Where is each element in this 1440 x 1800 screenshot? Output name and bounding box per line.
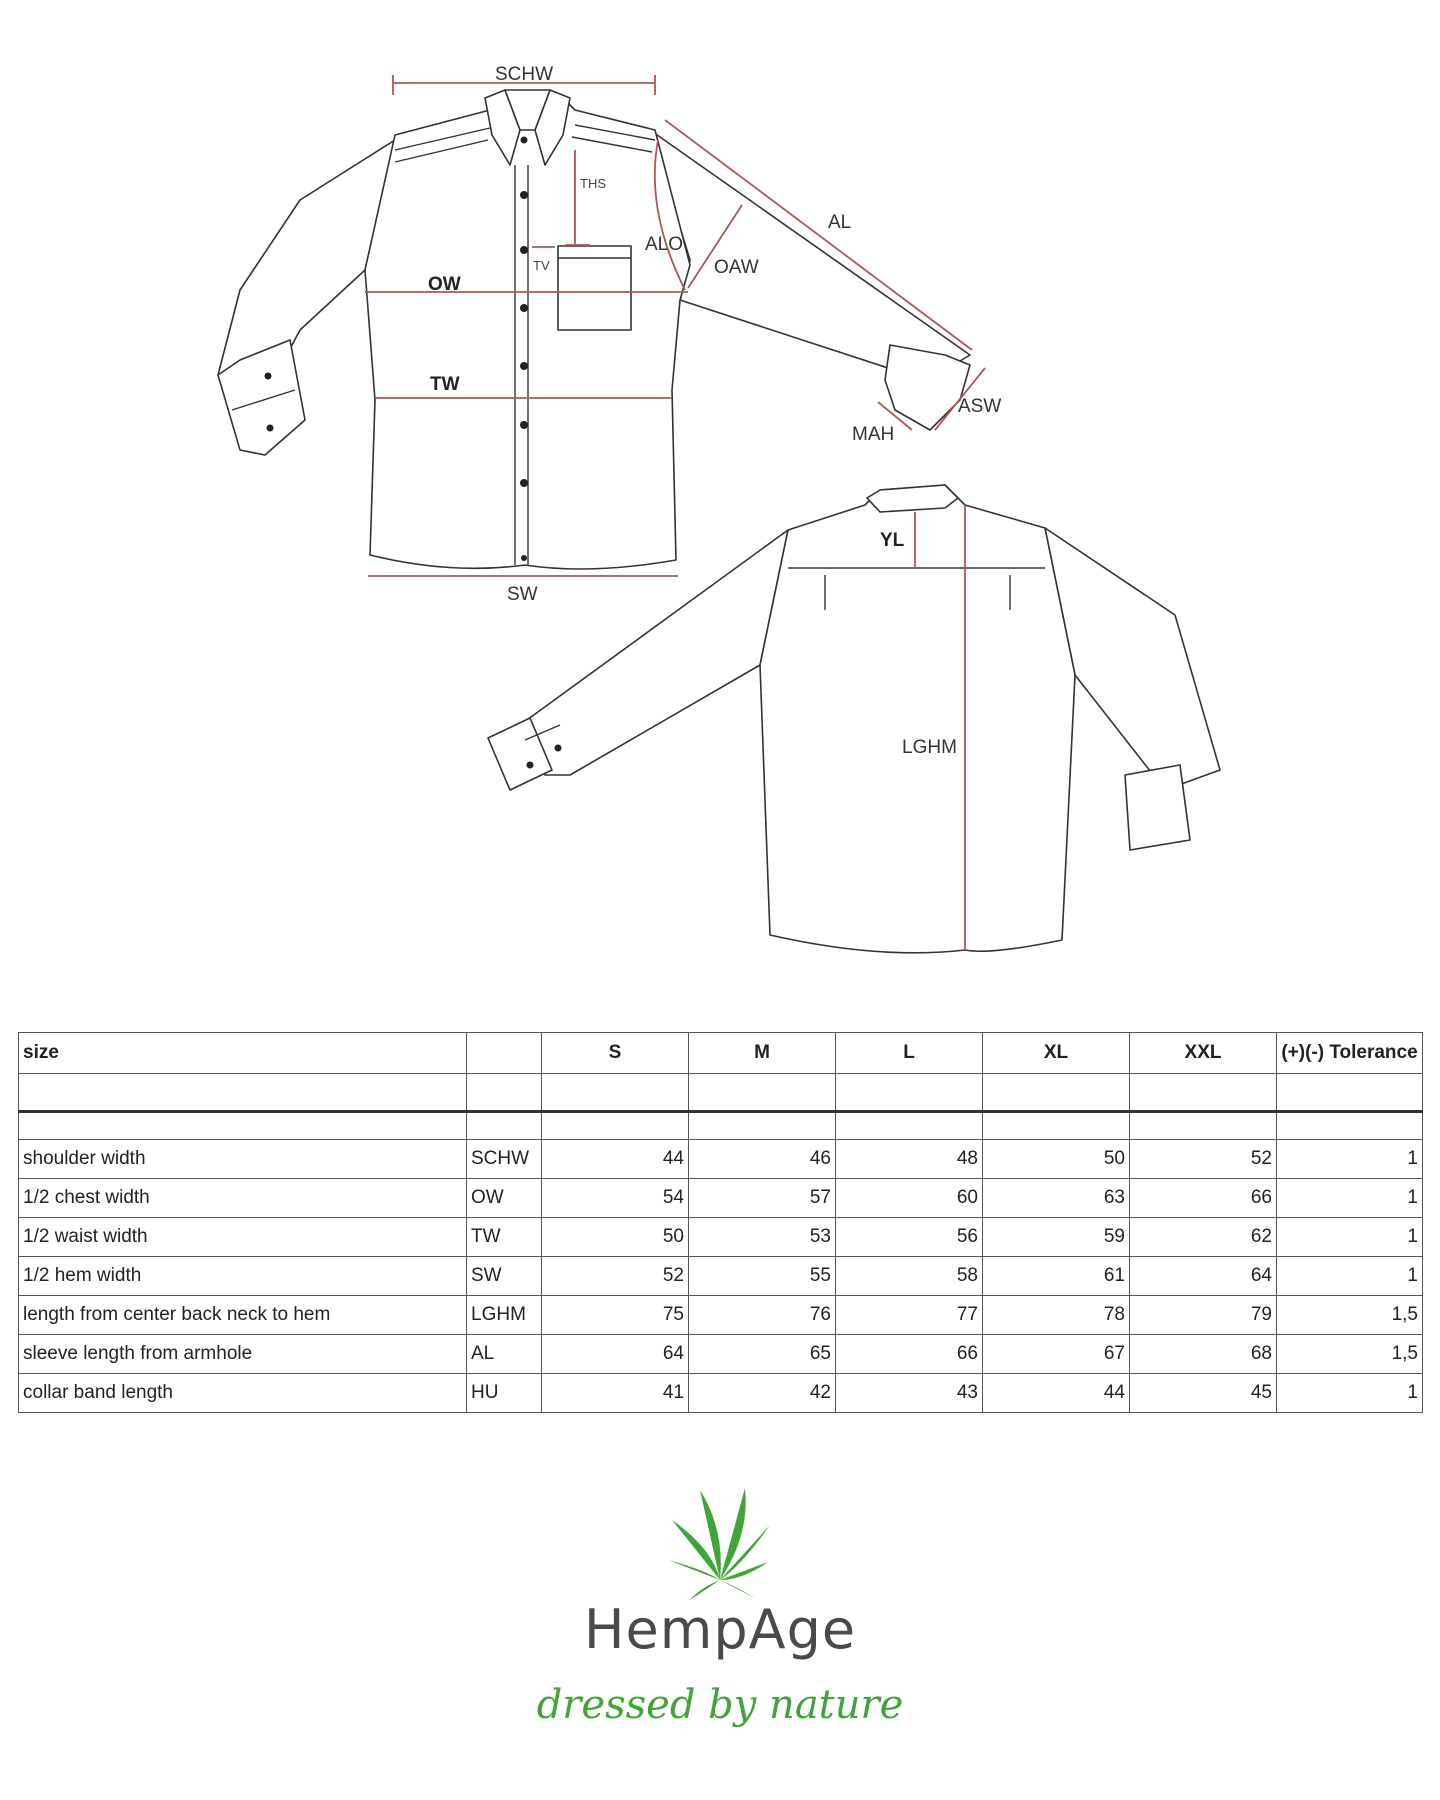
header-xl: XL [983,1033,1130,1074]
value-m: 55 [689,1257,836,1296]
value-tolerance: 1 [1277,1218,1423,1257]
label-ow: OW [428,274,461,295]
row-code: AL [467,1335,542,1374]
label-schw: SCHW [495,64,554,85]
value-m: 42 [689,1374,836,1413]
row-code: SW [467,1257,542,1296]
value-tolerance: 1 [1277,1374,1423,1413]
label-mah: MAH [852,424,895,445]
value-s: 54 [542,1179,689,1218]
value-tolerance: 1,5 [1277,1335,1423,1374]
value-s: 50 [542,1218,689,1257]
header-s: S [542,1033,689,1074]
header-size: size [19,1033,467,1074]
table-row [19,1335,1423,1374]
row-name: 1/2 waist width [19,1218,467,1257]
value-xxl: 45 [1130,1374,1277,1413]
label-lghm: LGHM [902,737,957,758]
label-tv: TV [533,258,550,273]
table-row [19,1374,1423,1413]
value-xxl: 66 [1130,1179,1277,1218]
value-m: 76 [689,1296,836,1335]
label-yl: YL [880,530,905,551]
value-tolerance: 1 [1277,1257,1423,1296]
brand-name: HempAge [583,1598,857,1661]
value-tolerance: 1,5 [1277,1296,1423,1335]
value-s: 41 [542,1374,689,1413]
value-s: 64 [542,1335,689,1374]
row-name: length from center back neck to hem [19,1296,467,1335]
value-tolerance: 1 [1277,1179,1423,1218]
label-sw: SW [507,584,538,605]
table-row [19,1296,1423,1335]
row-code: TW [467,1218,542,1257]
row-name: 1/2 chest width [19,1179,467,1218]
value-l: 77 [836,1296,983,1335]
row-name: 1/2 hem width [19,1257,467,1296]
table-row [19,1218,1423,1257]
header-tolerance: (+)(-) Tolerance [1277,1033,1423,1074]
row-name: collar band length [19,1374,467,1413]
value-xl: 59 [983,1218,1130,1257]
label-al: AL [828,212,852,233]
table-blank-row [19,1112,1423,1140]
value-m: 65 [689,1335,836,1374]
value-l: 56 [836,1218,983,1257]
brand-tagline: dressed by nature [536,1682,904,1728]
value-tolerance: 1 [1277,1140,1423,1179]
row-code: OW [467,1179,542,1218]
value-s: 75 [542,1296,689,1335]
label-alo: ALO [645,234,684,255]
value-m: 53 [689,1218,836,1257]
label-ths: THS [580,176,606,191]
value-l: 43 [836,1374,983,1413]
label-tw: TW [430,374,460,395]
value-xl: 78 [983,1296,1130,1335]
row-name: sleeve length from armhole [19,1335,467,1374]
value-s: 44 [542,1140,689,1179]
value-xl: 63 [983,1179,1130,1218]
header-m: M [689,1033,836,1074]
value-s: 52 [542,1257,689,1296]
table-row [19,1179,1423,1218]
value-xxl: 62 [1130,1218,1277,1257]
value-xxl: 79 [1130,1296,1277,1335]
value-l: 58 [836,1257,983,1296]
table-row [19,1257,1423,1296]
front-shirt-drawing [218,90,970,569]
value-xxl: 64 [1130,1257,1277,1296]
table-spacer-row [19,1074,1423,1112]
value-xl: 50 [983,1140,1130,1179]
header-xxl: XXL [1130,1033,1277,1074]
table-row [19,1140,1423,1179]
size-chart-table [18,1032,1423,1413]
value-xl: 61 [983,1257,1130,1296]
row-code: LGHM [467,1296,542,1335]
row-code: SCHW [467,1140,542,1179]
header-code [467,1033,542,1074]
table-header-row [19,1033,1423,1074]
value-xl: 44 [983,1374,1130,1413]
value-l: 66 [836,1335,983,1374]
label-asw: ASW [958,396,1002,417]
value-xl: 67 [983,1335,1130,1374]
value-l: 60 [836,1179,983,1218]
hemp-leaf-icon [668,1488,770,1600]
header-l: L [836,1033,983,1074]
row-code: HU [467,1374,542,1413]
label-oaw: OAW [714,257,759,278]
value-xxl: 52 [1130,1140,1277,1179]
value-xxl: 68 [1130,1335,1277,1374]
value-l: 48 [836,1140,983,1179]
value-m: 46 [689,1140,836,1179]
row-name: shoulder width [19,1140,467,1179]
value-m: 57 [689,1179,836,1218]
